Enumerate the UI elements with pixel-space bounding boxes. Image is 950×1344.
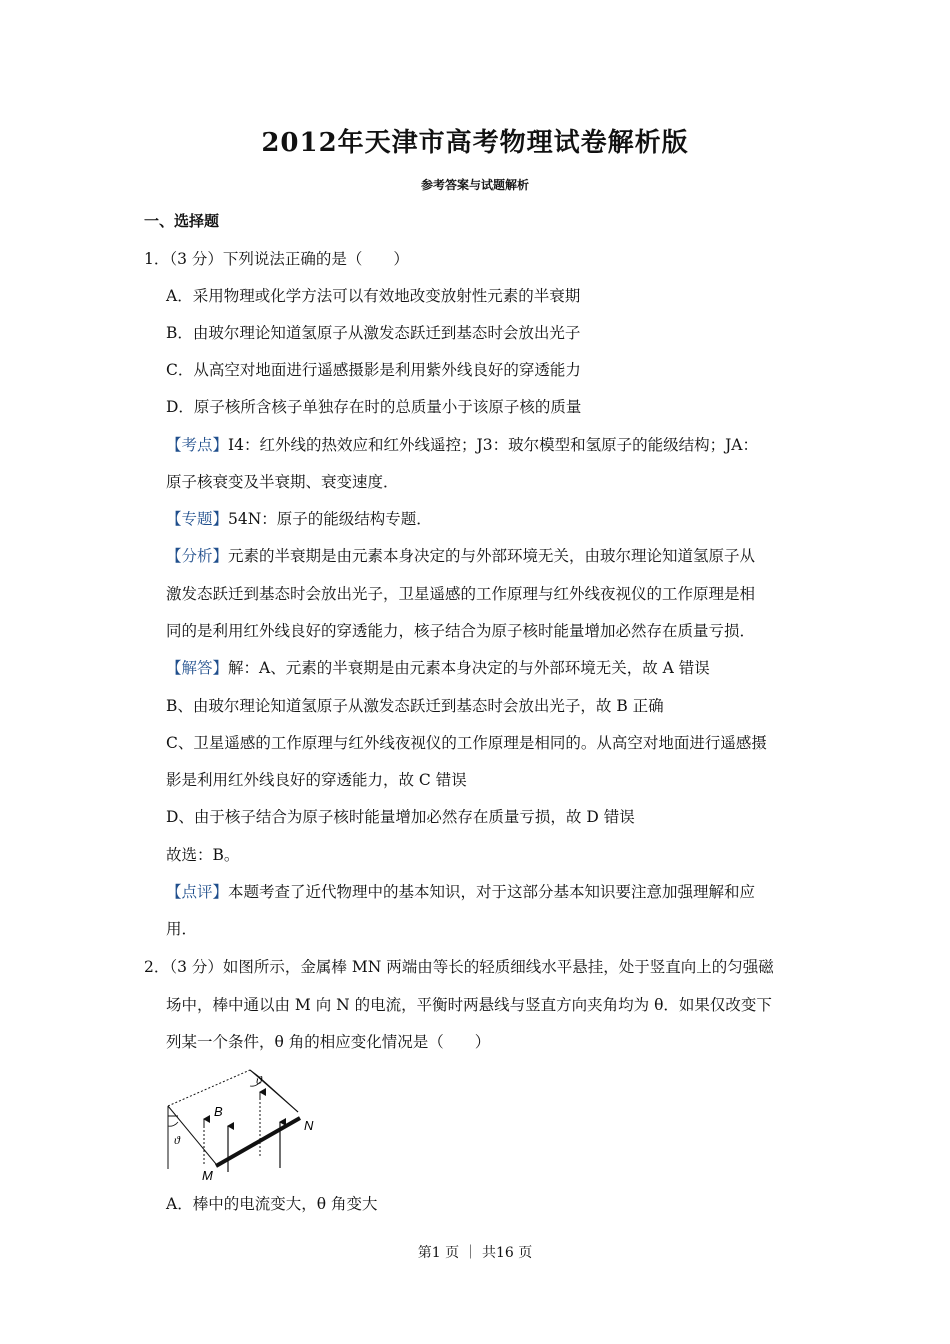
magnetic-field-figure bbox=[160, 1064, 330, 1184]
subtitle: 参考答案与试题解析 bbox=[420, 178, 529, 192]
jieda-line-1 bbox=[166, 657, 710, 679]
label-theta-2: ϑ bbox=[256, 1073, 262, 1087]
q1-stem: 1．（3 分）下列说法正确的是（ ） bbox=[144, 250, 409, 268]
zhuanti-line bbox=[166, 508, 432, 530]
jieda-text-2: B、由玻尔理论知道氢原子从激发态跃迁到基态时会放出光子，故 B 正确 bbox=[166, 697, 664, 715]
jieda-text-4: 影是利用红外线良好的穿透能力，故 C 错误 bbox=[166, 771, 467, 789]
zhuanti-text: 54N：原子的能级结构专题． bbox=[228, 510, 432, 528]
q1-option-c: C．从高空对地面进行遥感摄影是利用紫外线良好的穿透能力 bbox=[166, 361, 581, 379]
kaodian-text-1: I4：红外线的热效应和红外线遥控；J3：玻尔模型和氢原子的能级结构；JA： bbox=[228, 436, 758, 454]
label-m: M bbox=[202, 1168, 213, 1183]
dianping-tag: 【点评】 bbox=[166, 883, 229, 901]
fenxi-text-3: 同的是利用红外线良好的穿透能力，核子结合为原子核时能量增加必然存在质量亏损． bbox=[166, 622, 756, 640]
dianping-line-1 bbox=[166, 881, 755, 903]
page-title: 2012年天津市高考物理试卷解析版 bbox=[261, 128, 689, 158]
kaodian-text-2: 原子核衰变及半衰期、衰变速度． bbox=[166, 473, 399, 491]
jieda-tag: 【解答】 bbox=[166, 659, 229, 677]
jieda-text-3: C、卫星遥感的工作原理与红外线夜视仪的工作原理是相同的。从高空对地面进行遥感摄 bbox=[166, 734, 767, 752]
q1-option-d: D．原子核所含核子单独存在时的总质量小于该原子核的质量 bbox=[166, 398, 582, 416]
q2-option-a: A．棒中的电流变大，θ 角变大 bbox=[166, 1195, 378, 1213]
label-n: N bbox=[304, 1118, 314, 1133]
zhuanti-tag: 【专题】 bbox=[166, 510, 229, 528]
jieda-text-1: 解：A、元素的半衰期是由元素本身决定的与外部环境无关，故 A 错误 bbox=[228, 659, 710, 677]
q2-stem-3: 列某一个条件，θ 角的相应变化情况是（ ） bbox=[166, 1033, 491, 1051]
label-b: B bbox=[214, 1104, 223, 1119]
dianping-text-2: 用． bbox=[166, 920, 198, 938]
dianping-text-1: 本题考查了近代物理中的基本知识，对于这部分基本知识要注意加强理解和应 bbox=[228, 883, 756, 901]
q2-stem-1: 2．（3 分）如图所示，金属棒 MN 两端由等长的轻质细线水平悬挂，处于竖直向上的匀强磁 bbox=[144, 958, 774, 976]
q1-option-a: A．采用物理或化学方法可以有效地改变放射性元素的半衰期 bbox=[166, 287, 581, 305]
jieda-text-6: 故选：B。 bbox=[166, 846, 240, 864]
label-theta-1: ϑ bbox=[174, 1133, 180, 1147]
fenxi-text-1: 元素的半衰期是由元素本身决定的与外部环境无关，由玻尔理论知道氢原子从 bbox=[228, 547, 756, 565]
q1-option-b: B．由玻尔理论知道氢原子从激发态跃迁到基态时会放出光子 bbox=[166, 324, 581, 342]
q2-stem-2: 场中，棒中通以由 M 向 N 的电流，平衡时两悬线与竖直方向夹角均为 θ．如果仅改变下 bbox=[166, 996, 772, 1014]
fenxi-text-2: 激发态跃迁到基态时会放出光子，卫星遥感的工作原理与红外线夜视仪的工作原理是相 bbox=[166, 585, 756, 603]
page-footer: 第1 页 ｜ 共16 页 bbox=[417, 1245, 533, 1261]
fenxi-tag: 【分析】 bbox=[166, 547, 229, 565]
fenxi-line-1 bbox=[166, 545, 755, 567]
section-heading: 一、选择题 bbox=[144, 212, 220, 230]
kaodian-tag: 【考点】 bbox=[166, 436, 229, 454]
kaodian-line-1 bbox=[166, 434, 758, 456]
jieda-text-5: D、由于核子结合为原子核时能量增加必然存在质量亏损，故 D 错误 bbox=[166, 808, 635, 826]
